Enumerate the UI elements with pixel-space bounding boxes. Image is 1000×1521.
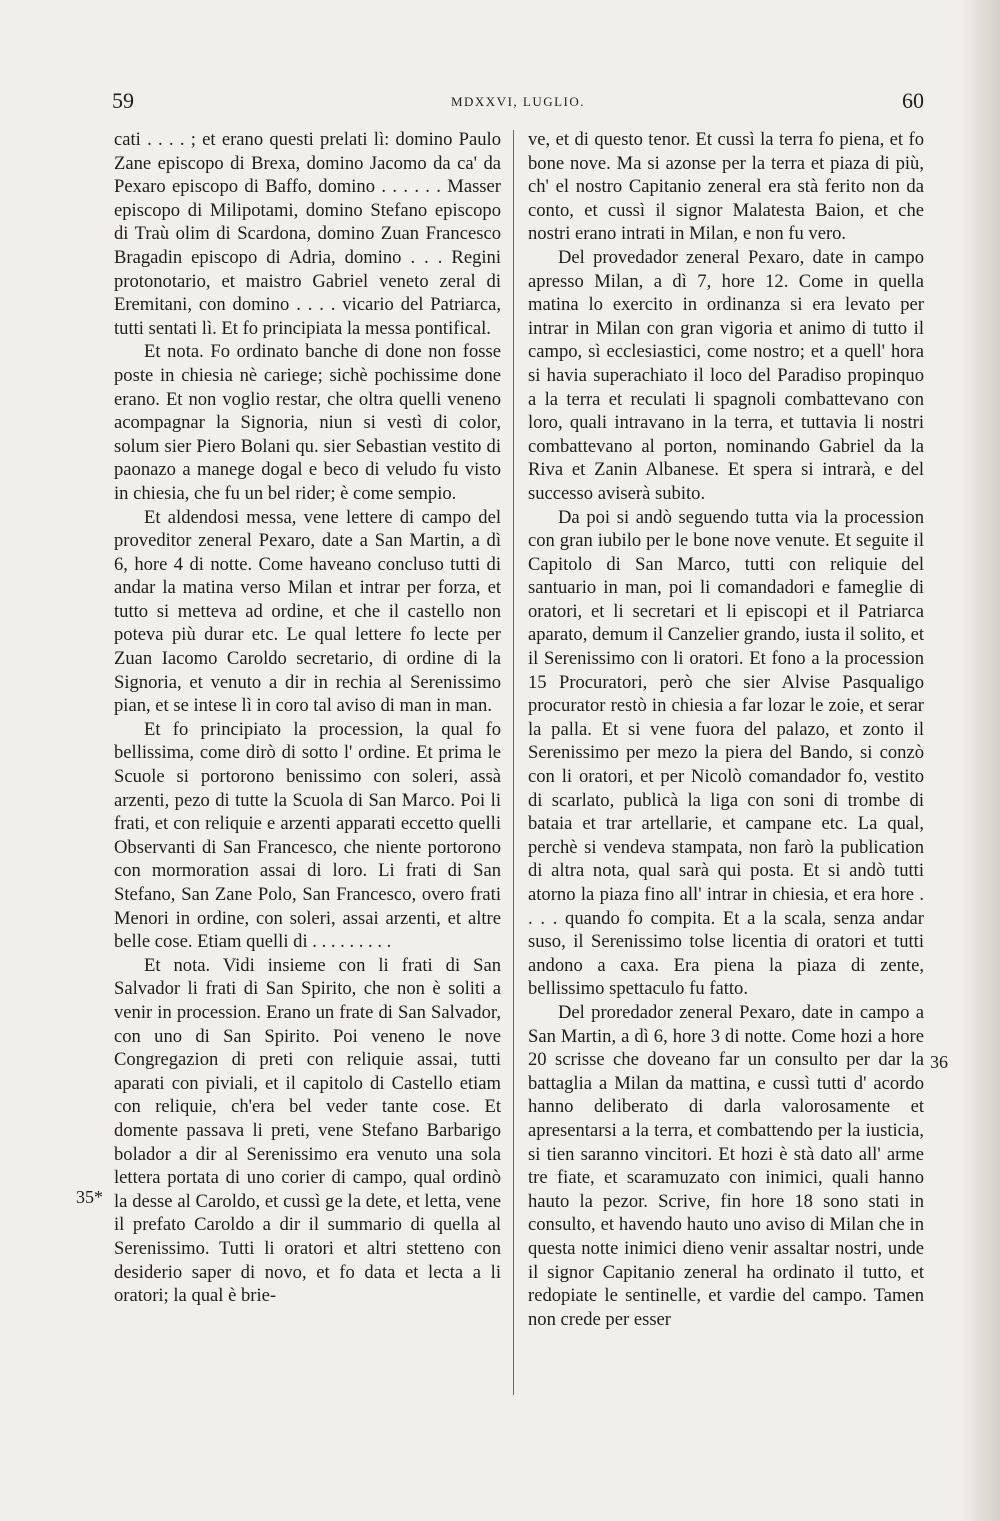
paragraph: Del proredador zeneral Pexaro, date in campo a San Martin, a dì 6, hore 3 di notte. Come hozi a hore 20 scrisse che doveano far un consulto per dar la battaglia a Milan da mattina, e cussì tutti d' acordo hanno deliberato di darla valorosamente et apresentarsi a la terra, et combattendo per la iusticia, si tien saranno vincitori. Et hozi è stà dato all' arme tre fiate, et scaramuzato con inimici, quali hanno hauto la pezor. Scrive, fin hore 18 sono stati in consulto, et havendo hauto uno aviso di Milan che in questa notte inimici dieno venir assaltar nostri, unde il signor Capitanio zeneral ha ordinato il tutto, et redopiate le sentinelle, et vardie del campo. Tamen non crede per esser [528,1001,924,1330]
page-number-right: 60 [902,88,924,113]
paragraph: Del provedador zeneral Pexaro, date in campo apresso Milan, a dì 7, hore 12. Come in quella matina lo exercito in ordinanza si era levato per intrar in Milan con gran vigoria et animo di tutto il campo, sì ecclesiastici, come nostro; et a quell' hora si havia superachiato il loco del Paradiso propinquo a la terra et reculati li spagnoli combattevano con loro, quali intravano in la terra, et tuttavia li nostri combattevano al porton, nominando Gabriel da la Riva et Zanin Albanese. Et spera si intrarà, e del successo aviserà subito. [528,246,924,504]
page-number-left: 59 [112,88,134,113]
page-header [112,88,924,118]
paragraph: Et fo principiato la procession, la qual fo bellissima, come dirò di sotto l' ordine. Et prima le Scuole si portorono benissimo con soleri, assà arzenti, pezo di tutte la Scuola di San Marco. Poi li frati, et con reliquie e arzenti apparati eccetto quelli Observanti di San Francesco, che niente portorono con mormoration assai di loro. Li frati di San Stefano, San Zane Polo, San Francesco, overo frati Menori in ordine, con soleri, assai arzenti, et altre belle cose. Etiam quelli di . . . . . . . . . [114,718,501,953]
running-title: MDXXVI, LUGLIO. [450,94,586,109]
paragraph: ve, et di questo tenor. Et cussì la terra fo piena, et fo bone nove. Ma si azonse per la terra et piaza di più, ch' el nostro Capitanio zeneral era stà ferito non da conto, et cussì il signor Malatesta Baion, et che nostri erano intrati in Milan, e non fu vero. [528,129,924,245]
column-divider [513,130,514,1395]
paragraph: Da poi si andò seguendo tutta via la procession con gran iubilo per le bone nove venute. Et seguite il Capitolo di San Marco, tutti con reliquie del santuario in man, poi li comandadori e fameglie di oratori, et li secretari et li episcopi et il Patriarca aparato, demum il Canzelier grando, iusta il solito, et il Serenissimo con li oratori. Et fono a la procession 15 Procuratori, però che sier Alvise Pasqualigo procurator restò in chiesia a far lozar le zoie, et serar la palla. Et si vene fuora del palazo, et zonto il Serenissimo per mezo la piera del Bando, si conzò con li oratori, et per Nicolò comandador fo, vestito di scarlato, publicà la liga con soni di trombe di bataia et trar artellarie, et campane etc. La qual, perchè si vendeva stampata, non farò la publication di altra nota, qual sarà qui posta. Et si andò tutti atorno la piaza fino all' intrar in chiesia, et era hore . . . . quando fo compita. Et a la scala, senza andar suso, il Serenissimo tolse licentia di oratori et tutti andono a caxa. Era piena la piaza di zente, bellissimo spettaculo fu fatto. [528,506,924,1000]
margin-note-right: 36 [930,1052,948,1072]
right-column [528,128,924,1331]
paragraph: Et nota. Fo ordinato banche di done non fosse poste in chiesia nè cariege; sichè pochissime done erano. Et non voglio restar, che oltra quelli veneno acompagnar la Signoria, niun si vestì di color, solum sier Piero Bolani qu. sier Sebastian vestito di paonazo a manege dogal e beco di veludo fu visto in chiesia, che fu un bel rider; è come sempio. [114,341,501,504]
paragraph: cati . . . . ; et erano questi prelati lì: domino Paulo Zane episcopo di Brexa, domino Jacomo da ca' da Pexaro episcopo di Baffo, domino . . . . . . Masser episcopo di Milipotami, domino Stefano episcopo di Traù olim di Scardona, domino Zuan Francesco Bragadin episcopo di Adria, domino . . . Regini protonotario, et maistro Gabriel veneto zeral di Eremitani, con domino . . . . vicario del Patriarca, tutti sentati lì. Et fo principiata la messa pontifical. [114,129,501,339]
paragraph: Et nota. Vidi insieme con li frati di San Salvador li frati di San Spirito, che non è soliti a venir in procession. Erano un frate di San Salvador, con uno di San Spirito. Poi veneno le nove Congregazion di preti con reliquie assai, tutti aparati con piviali, et il capitolo di Castello etiam con reliquie, ch'era bel veder tante cose. Et domente passava li preti, vene Stefano Barbarigo bolador a dir al Serenissimo era venuto una sola lettera portata di uno corier di campo, qual ordinò la desse al Caroldo, et cussì ge la dete, et letta, vene il prefato Caroldo a dir il summario di quella al Serenissimo. Tutti li oratori et altri stetteno con desiderio saper di novo, et fo data et lecta a li oratori; la qual è brie- [114,954,501,1307]
paragraph: Et aldendosi messa, vene lettere di campo del proveditor zeneral Pexaro, date a San Martin, a dì 6, hore 4 di notte. Come haveano concluso tutti di andar la matina verso Milan et intrar per forza, et tutto si metteva ad ordine, et che il castello non poteva più durar etc. Le qual lettere fo lecte per Zuan Iacomo Caroldo secretario, di ordine di la Signoria, et venuto a dir in rechia al Serenissimo pian, et se intese lì in coro tal aviso di man in man. [114,506,501,717]
margin-note-left: 35* [76,1187,103,1207]
left-column [114,128,501,1308]
page-edge-shadow [960,0,1000,1521]
